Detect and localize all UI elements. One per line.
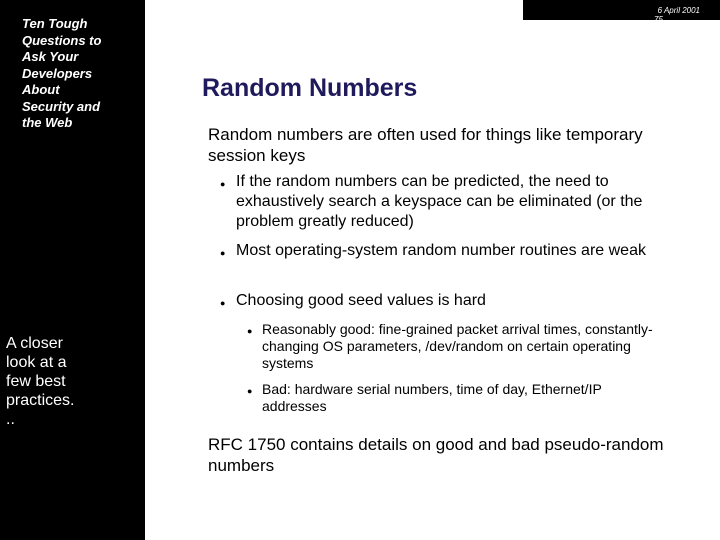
bullet-icon: ● <box>220 298 226 308</box>
bullet-text: If the random numbers can be predicted, the need to exhaustively search a keyspace can be eliminated (or the problem greatly reduced) <box>236 173 643 230</box>
side-note-line: few best <box>6 373 66 390</box>
side-note-line: practices. <box>6 392 75 409</box>
sub-bullet-text: Reasonably good: fine-grained packet arrival times, constantly-changing OS parameters, /dev/random on certain operating systems <box>262 321 653 371</box>
side-note <box>6 334 138 429</box>
header-bar <box>523 0 720 20</box>
deck-title-line: the Web <box>22 115 73 130</box>
bullet-item <box>220 172 690 232</box>
side-note-line: look at a <box>6 354 67 371</box>
bullet-icon: ● <box>220 179 226 189</box>
sub-bullet-item <box>247 381 657 415</box>
side-note-line: A closer <box>6 335 63 352</box>
deck-title <box>22 16 137 132</box>
side-note-line: .. <box>6 411 15 428</box>
date-stamp: 6 April 2001 <box>657 6 700 15</box>
bullet-icon: ● <box>247 326 253 336</box>
deck-title-line: Security and <box>22 98 101 114</box>
deck-title-line: Ten Tough <box>22 16 88 31</box>
sub-bullet-item <box>247 321 657 372</box>
deck-title-line: About <box>22 82 60 97</box>
page-number: 75 <box>654 15 663 24</box>
deck-title-line: Developers <box>22 65 93 81</box>
bullet-icon: ● <box>247 386 253 396</box>
sub-bullet-text: Bad: hardware serial numbers, time of day, Ethernet/IP addresses <box>262 381 602 414</box>
bullet-icon: ● <box>220 248 226 258</box>
bullet-text: Most operating-system random number routines are weak <box>236 242 646 259</box>
deck-title-line: Questions to <box>22 32 102 48</box>
deck-title-line: Ask Your <box>22 49 79 64</box>
bullet-item <box>220 241 690 261</box>
sidebar <box>0 0 145 540</box>
bullet-text: Choosing good seed values is hard <box>236 292 486 309</box>
bullet-item <box>220 291 690 311</box>
intro-paragraph: Random numbers are often used for things like temporary session keys <box>208 125 643 165</box>
closing-paragraph: RFC 1750 contains details on good and bad pseudo-random numbers <box>208 435 664 475</box>
slide-title: Random Numbers <box>202 74 418 102</box>
